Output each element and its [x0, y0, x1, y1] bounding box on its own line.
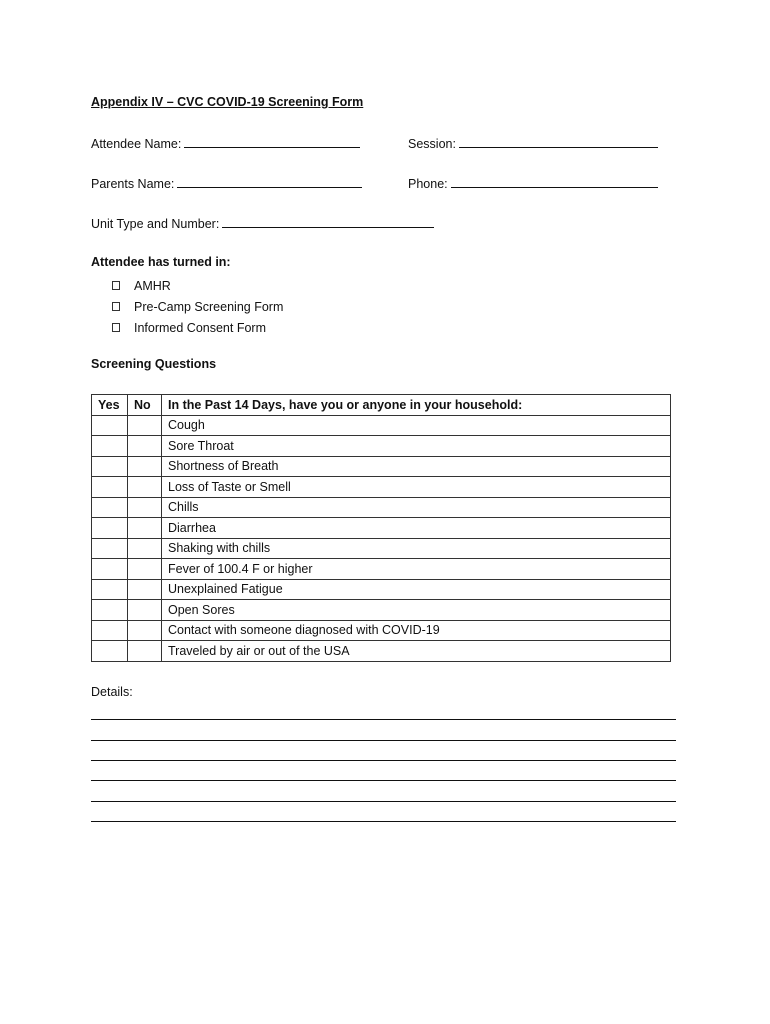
- no-cell[interactable]: [128, 518, 162, 539]
- no-cell[interactable]: [128, 436, 162, 457]
- details-line[interactable]: [91, 821, 676, 822]
- yes-cell[interactable]: [92, 518, 128, 539]
- checkbox-icon[interactable]: [112, 302, 120, 311]
- table-row: [92, 641, 671, 662]
- col-question-header: In the Past 14 Days, have you or anyone in your household:: [162, 395, 671, 416]
- question-cell: Shortness of Breath: [162, 456, 671, 477]
- table-row: [92, 415, 671, 436]
- session-field: [408, 135, 658, 151]
- parents-name-input[interactable]: [177, 175, 362, 188]
- checklist-item-label: AMHR: [134, 278, 171, 293]
- no-cell[interactable]: [128, 497, 162, 518]
- details-line[interactable]: [91, 740, 676, 741]
- unit-field: [91, 215, 434, 231]
- unit-input[interactable]: [222, 215, 434, 228]
- details-label: Details:: [91, 685, 133, 699]
- phone-label: Phone:: [408, 177, 448, 191]
- yes-cell[interactable]: [92, 620, 128, 641]
- session-label: Session:: [408, 137, 456, 151]
- details-line[interactable]: [91, 780, 676, 781]
- no-cell[interactable]: [128, 559, 162, 580]
- question-cell: Sore Throat: [162, 436, 671, 457]
- phone-field: [408, 175, 658, 191]
- table-row: [92, 538, 671, 559]
- question-cell: Contact with someone diagnosed with COVID-19: [162, 620, 671, 641]
- attendee-name-field: [91, 135, 360, 151]
- checklist-item-pre-camp: [112, 296, 283, 317]
- checklist-item-label: Informed Consent Form: [134, 320, 266, 335]
- yes-cell[interactable]: [92, 641, 128, 662]
- unit-label: Unit Type and Number:: [91, 217, 220, 231]
- screening-table: [91, 394, 671, 662]
- session-input[interactable]: [459, 135, 658, 148]
- parents-name-field: [91, 175, 362, 191]
- details-line[interactable]: [91, 719, 676, 720]
- question-cell: Fever of 100.4 F or higher: [162, 559, 671, 580]
- turned-in-checklist: [112, 275, 283, 338]
- question-cell: Diarrhea: [162, 518, 671, 539]
- question-cell: Open Sores: [162, 600, 671, 621]
- table-row: [92, 497, 671, 518]
- yes-cell[interactable]: [92, 600, 128, 621]
- table-row: [92, 436, 671, 457]
- yes-cell[interactable]: [92, 497, 128, 518]
- no-cell[interactable]: [128, 600, 162, 621]
- turned-in-heading: Attendee has turned in:: [91, 255, 231, 269]
- checklist-item-label: Pre-Camp Screening Form: [134, 299, 284, 314]
- attendee-name-input[interactable]: [184, 135, 360, 148]
- question-cell: Chills: [162, 497, 671, 518]
- question-cell: Shaking with chills: [162, 538, 671, 559]
- details-line[interactable]: [91, 801, 676, 802]
- yes-cell[interactable]: [92, 477, 128, 498]
- table-row: [92, 579, 671, 600]
- no-cell[interactable]: [128, 579, 162, 600]
- yes-cell[interactable]: [92, 579, 128, 600]
- yes-cell[interactable]: [92, 436, 128, 457]
- screening-heading: Screening Questions: [91, 357, 217, 371]
- yes-cell[interactable]: [92, 538, 128, 559]
- table-header-row: [92, 395, 671, 416]
- no-cell[interactable]: [128, 538, 162, 559]
- question-cell: Cough: [162, 415, 671, 436]
- no-cell[interactable]: [128, 620, 162, 641]
- question-cell: Loss of Taste or Smell: [162, 477, 671, 498]
- checklist-item-amhr: [112, 275, 283, 296]
- no-cell[interactable]: [128, 456, 162, 477]
- question-cell: Traveled by air or out of the USA: [162, 641, 671, 662]
- table-row: [92, 600, 671, 621]
- question-cell: Unexplained Fatigue: [162, 579, 671, 600]
- parents-name-label: Parents Name:: [91, 177, 175, 191]
- col-yes-header: Yes: [92, 395, 128, 416]
- no-cell[interactable]: [128, 641, 162, 662]
- table-row: [92, 456, 671, 477]
- checkbox-icon[interactable]: [112, 323, 120, 332]
- checkbox-icon[interactable]: [112, 281, 120, 290]
- checklist-item-consent: [112, 317, 283, 338]
- details-line[interactable]: [91, 760, 676, 761]
- phone-input[interactable]: [451, 175, 658, 188]
- form-title: Appendix IV – CVC COVID-19 Screening Form: [91, 95, 364, 109]
- no-cell[interactable]: [128, 477, 162, 498]
- col-no-header: No: [128, 395, 162, 416]
- yes-cell[interactable]: [92, 415, 128, 436]
- no-cell[interactable]: [128, 415, 162, 436]
- yes-cell[interactable]: [92, 456, 128, 477]
- attendee-name-label: Attendee Name:: [91, 137, 182, 151]
- table-row: [92, 477, 671, 498]
- table-row: [92, 559, 671, 580]
- yes-cell[interactable]: [92, 559, 128, 580]
- table-row: [92, 518, 671, 539]
- table-row: [92, 620, 671, 641]
